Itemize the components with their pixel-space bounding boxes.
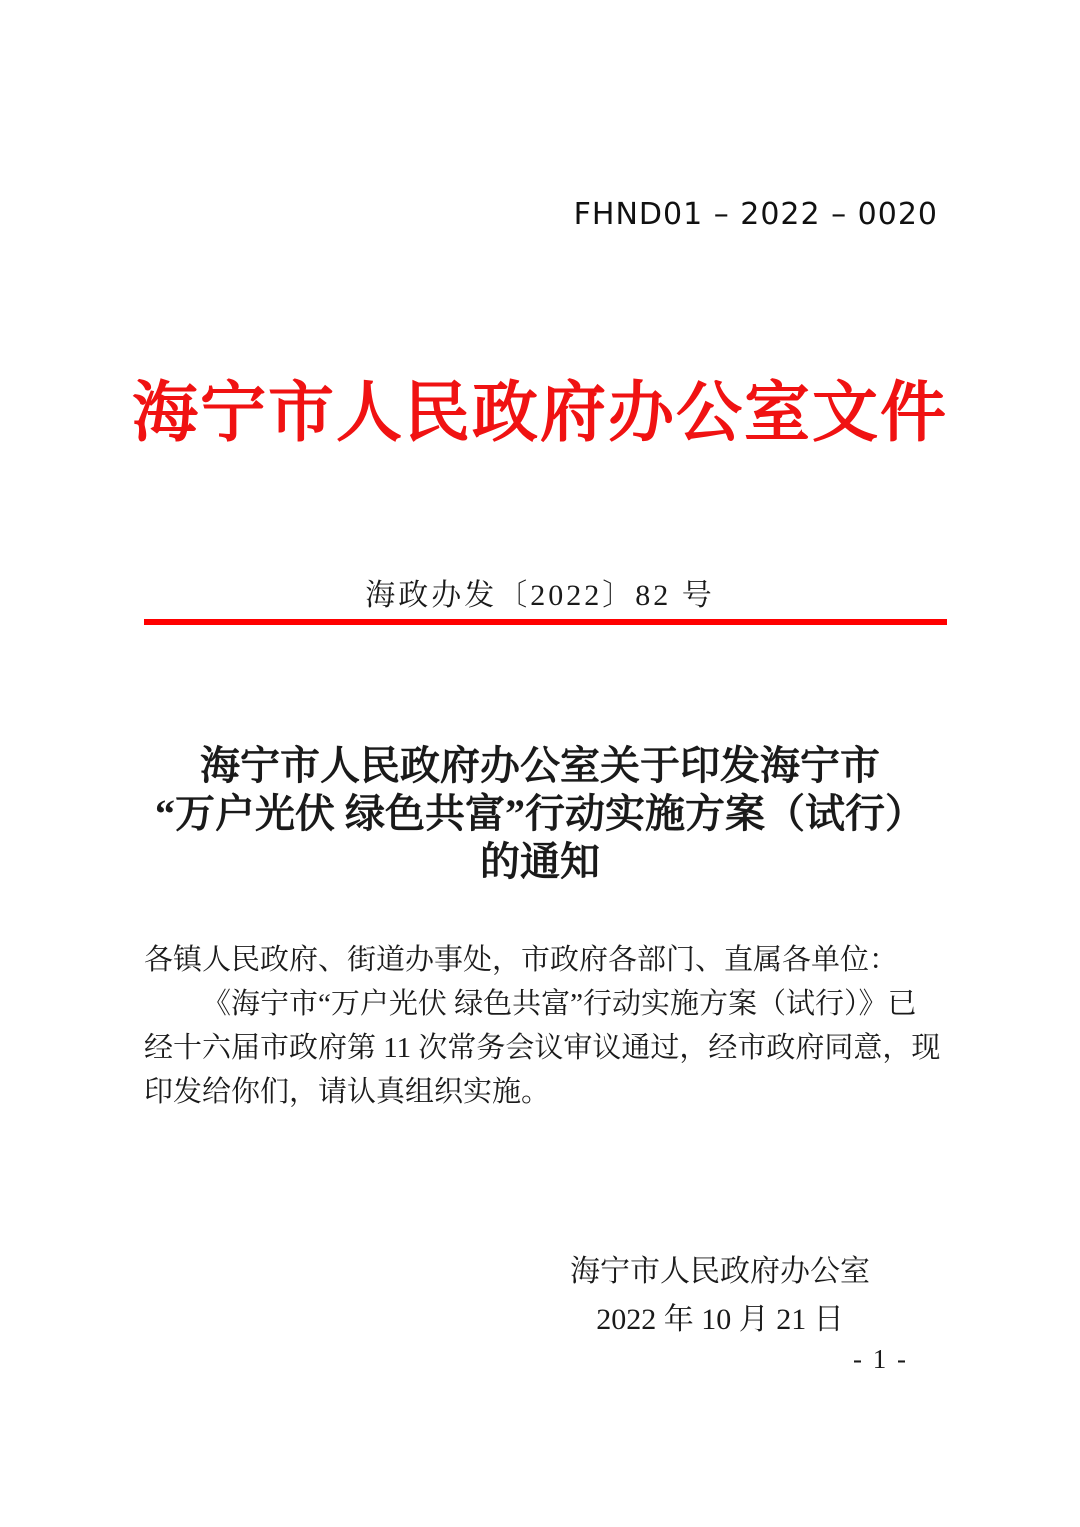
red-letterhead-title: 海宁市人民政府办公室文件 (132, 377, 948, 450)
body-salutation-line: 各镇人民政府、街道办事处，市政府各部门、直属各单位： (144, 944, 899, 976)
signature-block (450, 1248, 990, 1344)
notice-title-line-2: “万户光伏 绿色共富”行动实施方案（试行） (155, 791, 925, 836)
body-paragraph-line-3: 印发给你们，请认真组织实施。 (144, 1076, 551, 1108)
notice-title-line-3: 的通知 (480, 839, 600, 884)
issuing-office: 海宁市人民政府办公室 (570, 1255, 870, 1288)
notice-body (144, 938, 947, 1114)
doc-reference-code: FHND01 – 2022 – 0020 (573, 197, 938, 232)
notice-title-line-1: 海宁市人民政府办公室关于印发海宁市 (200, 743, 880, 788)
notice-title (0, 742, 1080, 886)
doc-number: 海政办发〔2022〕82 号 (365, 579, 715, 612)
body-paragraph-line-2: 经十六届市政府第 11 次常务会议审议通过，经市政府同意，现 (144, 1032, 941, 1064)
page-number: - 1 - (853, 1344, 908, 1374)
body-paragraph-line-1: 《海宁市“万户光伏 绿色共富”行动实施方案（试行）》已 (202, 988, 917, 1020)
red-divider-line (144, 619, 947, 625)
issue-date: 2022 年 10 月 21 日 (596, 1303, 844, 1336)
